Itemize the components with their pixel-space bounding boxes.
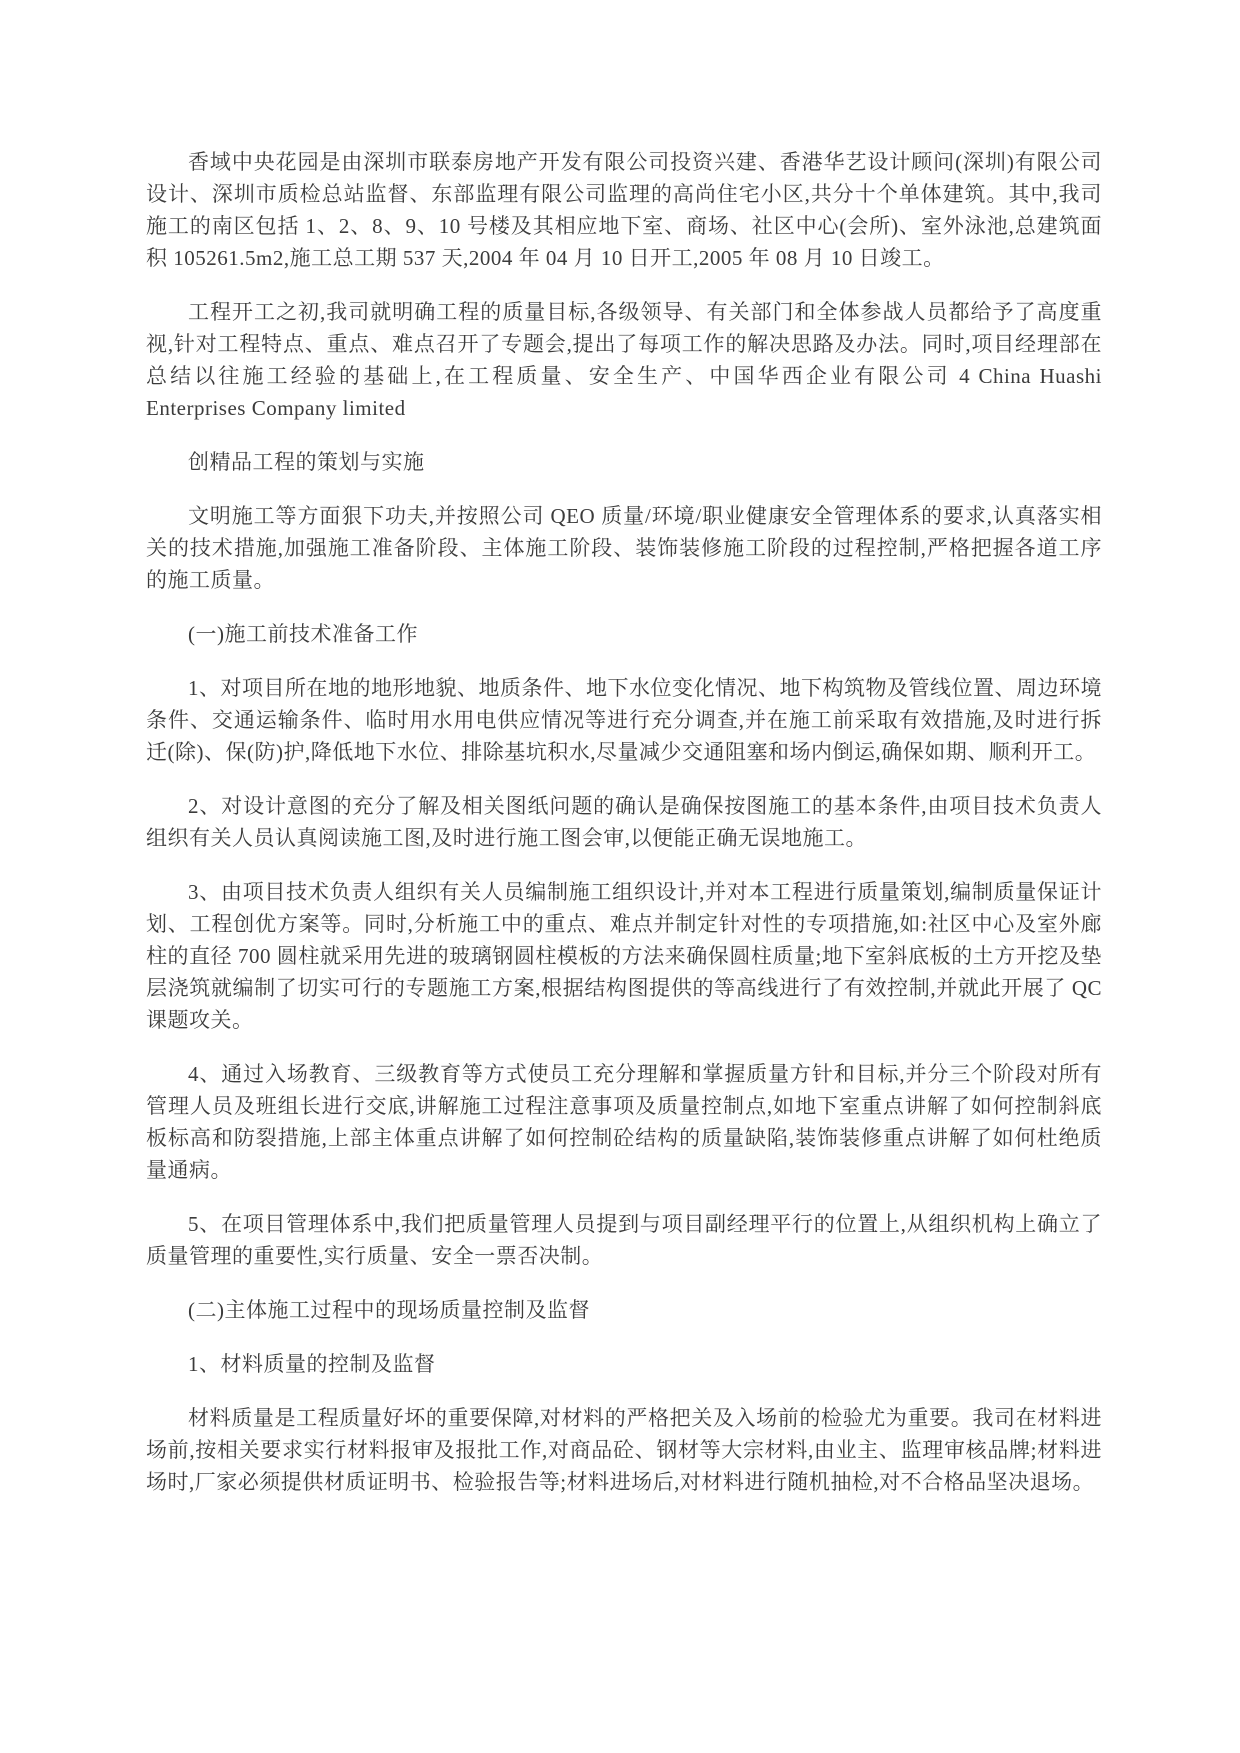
paragraph-project-kickoff: 工程开工之初,我司就明确工程的质量目标,各级领导、有关部门和全体参战人员都给予了高度重视,针对工程特点、重点、难点召开了专题会,提出了每项工作的解决思路及办法。同时,项目经理部在总结以往施工经验的基础上,在工程质量、安全生产、中国华西企业有限公司 4 China Huashi Enterprises Company limited: [146, 300, 1102, 420]
paragraph-project-overview: 香域中央花园是由深圳市联泰房地产开发有限公司投资兴建、香港华艺设计顾问(深圳)有限公司设计、深圳市质检总站监督、东部监理有限公司监理的高尚住宅小区,共分十个单体建筑。其中,我司施工的南区包括 1、2、8、9、10 号楼及其相应地下室、商场、社区中心(会所)、室外泳池,总建筑面积 105261.5m2,施工总工期 537 天,2004 年 04 月 10 日开工,2005 年 08 月 10 日竣工。: [146, 150, 1102, 270]
heading-material-quality-control: 1、材料质量的控制及监督: [188, 1352, 436, 1376]
paragraph-item-5-management-system: 5、在项目管理体系中,我们把质量管理人员提到与项目副经理平行的位置上,从组织机构上确立了质量管理的重要性,实行质量、安全一票否决制。: [146, 1212, 1102, 1268]
paragraph-item-4-training: 4、通过入场教育、三级教育等方式使员工充分理解和掌握质量方针和目标,并分三个阶段对所有管理人员及班组长进行交底,讲解施工过程注意事项及质量控制点,如地下室重点讲解了如何控制斜底板标高和防裂措施,上部主体重点讲解了如何控制砼结构的质量缺陷,装饰装修重点讲解了如何杜绝质量通病。: [146, 1062, 1102, 1182]
heading-section-1-pre-construction: (一)施工前技术准备工作: [188, 622, 418, 646]
paragraph-civilized-construction: 文明施工等方面狠下功夫,并按照公司 QEO 质量/环境/职业健康安全管理体系的要求,认真落实相关的技术措施,加强施工准备阶段、主体施工阶段、装饰装修施工阶段的过程控制,严格把握各道工序的施工质量。: [146, 504, 1102, 592]
document-body: [146, 146, 1102, 1498]
heading-quality-plan: 创精品工程的策划与实施: [188, 450, 425, 474]
paragraph-item-1-site-survey: 1、对项目所在地的地形地貌、地质条件、地下水位变化情况、地下构筑物及管线位置、周边环境条件、交通运输条件、临时用水用电供应情况等进行充分调查,并在施工前采取有效措施,及时进行拆迁(除)、保(防)护,降低地下水位、排除基坑积水,尽量减少交通阻塞和场内倒运,确保如期、顺利开工。: [146, 676, 1102, 764]
paragraph-material-quality: 材料质量是工程质量好坏的重要保障,对材料的严格把关及入场前的检验尤为重要。我司在材料进场前,按相关要求实行材料报审及报批工作,对商品砼、钢材等大宗材料,由业主、监理审核品牌;材料进场时,厂家必须提供材质证明书、检验报告等;材料进场后,对材料进行随机抽检,对不合格品坚决退场。: [146, 1406, 1102, 1494]
paragraph-item-2-drawing-review: 2、对设计意图的充分了解及相关图纸问题的确认是确保按图施工的基本条件,由项目技术负责人组织有关人员认真阅读施工图,及时进行施工图会审,以便能正确无误地施工。: [146, 794, 1102, 850]
paragraph-item-3-construction-design: 3、由项目技术负责人组织有关人员编制施工组织设计,并对本工程进行质量策划,编制质量保证计划、工程创优方案等。同时,分析施工中的重点、难点并制定针对性的专项措施,如:社区中心及室外廊柱的直径 700 圆柱就采用先进的玻璃钢圆柱模板的方法来确保圆柱质量;地下室斜底板的土方开挖及垫层浇筑就编制了切实可行的专题施工方案,根据结构图提供的等高线进行了有效控制,并就此开展了 QC 课题攻关。: [146, 880, 1102, 1032]
heading-section-2-site-quality-control: (二)主体施工过程中的现场质量控制及监督: [188, 1298, 590, 1322]
